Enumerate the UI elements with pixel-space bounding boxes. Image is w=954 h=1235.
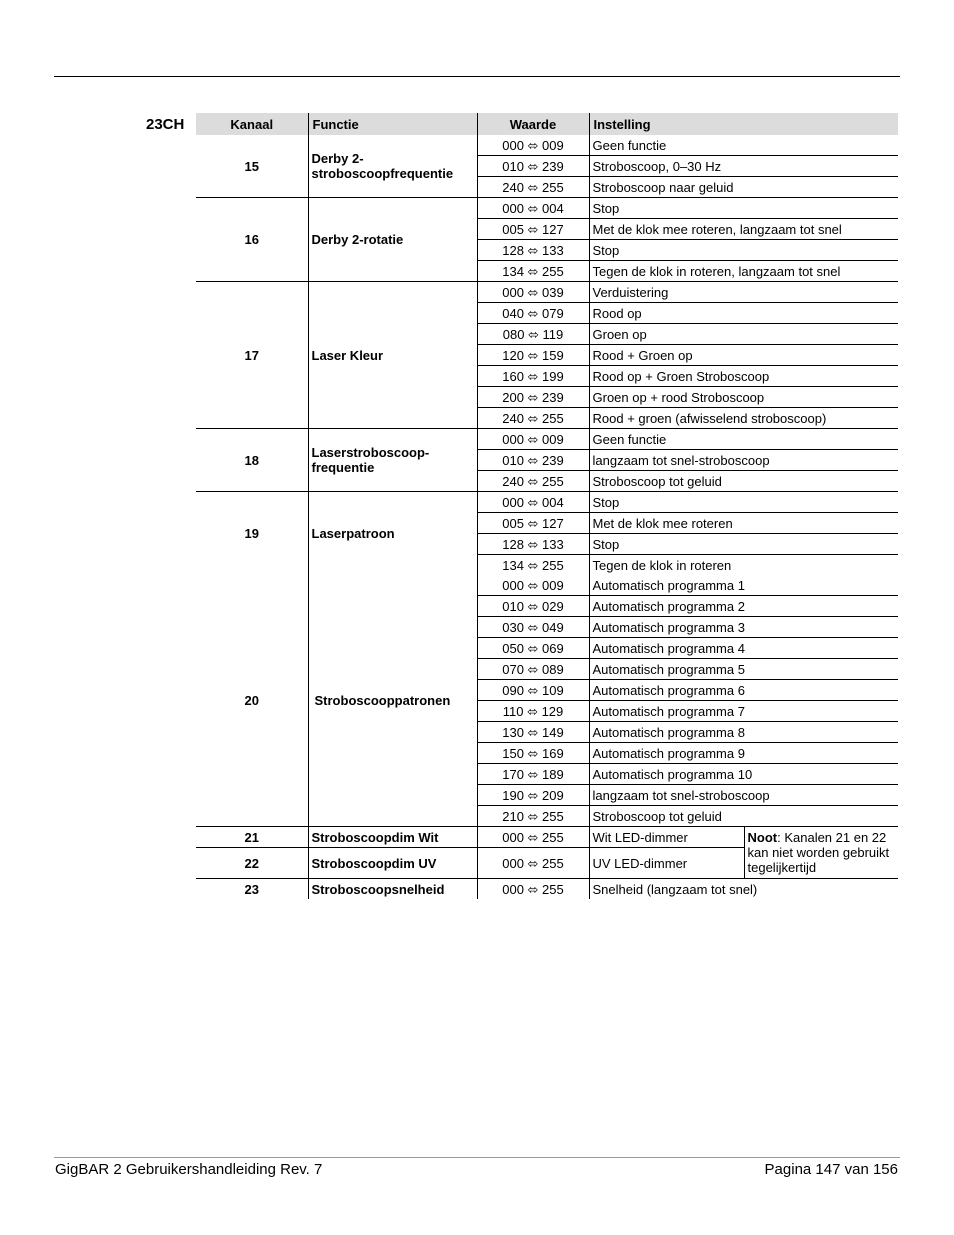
waarde-cell: 200 ⬄ 239 [477,387,589,408]
instelling-cell: Rood + groen (afwisselend stroboscoop) [589,408,898,429]
instelling-cell: Automatisch programma 10 [589,764,898,785]
waarde-cell: 000 ⬄ 004 [477,492,589,513]
instelling-cell: Groen op + rood Stroboscoop [589,387,898,408]
waarde-cell: 210 ⬄ 255 [477,806,589,827]
instelling-cell: Automatisch programma 9 [589,743,898,764]
kanaal-cell: 15 [196,135,308,198]
header-kanaal: Kanaal [196,113,308,135]
functie-cell: Stroboscoopsnelheid [308,879,477,900]
instelling-cell: Stroboscoop, 0–30 Hz [589,156,898,177]
instelling-cell: Stop [589,198,898,219]
instelling-cell: Stroboscoop tot geluid [589,806,898,827]
waarde-cell: 240 ⬄ 255 [477,471,589,492]
kanaal-cell: 21 [196,827,308,848]
instelling-cell: Snelheid (langzaam tot snel) [589,879,898,900]
waarde-cell: 010 ⬄ 239 [477,156,589,177]
functie-cell: Derby 2-stroboscoopfrequentie [308,135,477,198]
waarde-cell: 030 ⬄ 049 [477,617,589,638]
waarde-cell: 005 ⬄ 127 [477,219,589,240]
waarde-cell: 240 ⬄ 255 [477,177,589,198]
table-row [196,135,898,156]
waarde-cell: 134 ⬄ 255 [477,261,589,282]
waarde-cell: 000 ⬄ 255 [477,879,589,900]
section-label: 23CH [146,116,185,133]
waarde-cell: 005 ⬄ 127 [477,513,589,534]
waarde-cell: 110 ⬄ 129 [477,701,589,722]
instelling-cell: Stop [589,534,898,555]
waarde-cell: 160 ⬄ 199 [477,366,589,387]
waarde-cell: 090 ⬄ 109 [477,680,589,701]
header-waarde: Waarde [477,113,589,135]
table-row [196,282,898,303]
footer-document-title: GigBAR 2 Gebruikershandleiding Rev. 7 [55,1161,323,1178]
waarde-cell: 130 ⬄ 149 [477,722,589,743]
header-rule [54,76,900,77]
waarde-cell: 000 ⬄ 004 [477,198,589,219]
waarde-cell: 000 ⬄ 009 [477,135,589,156]
instelling-cell: Rood + Groen op [589,345,898,366]
instelling-cell: Stop [589,492,898,513]
waarde-cell: 010 ⬄ 239 [477,450,589,471]
table-row [196,827,898,848]
table-row [196,198,898,219]
waarde-cell: 000 ⬄ 039 [477,282,589,303]
table-row [196,575,898,596]
instelling-cell: UV LED-dimmer [589,848,744,879]
instelling-cell: Automatisch programma 5 [589,659,898,680]
waarde-cell: 080 ⬄ 119 [477,324,589,345]
instelling-cell: Stop [589,240,898,261]
table-header-row [196,113,898,135]
instelling-cell: Verduistering [589,282,898,303]
instelling-cell: langzaam tot snel-stroboscoop [589,450,898,471]
waarde-cell: 150 ⬄ 169 [477,743,589,764]
instelling-cell: Tegen de klok in roteren [589,555,898,576]
functie-cell: Laserpatroon [308,492,477,576]
waarde-cell: 070 ⬄ 089 [477,659,589,680]
waarde-cell: 000 ⬄ 255 [477,848,589,879]
instelling-cell: langzaam tot snel-stroboscoop [589,785,898,806]
kanaal-cell: 16 [196,198,308,282]
instelling-cell: Automatisch programma 8 [589,722,898,743]
instelling-cell: Rood op [589,303,898,324]
instelling-cell: Stroboscoop tot geluid [589,471,898,492]
instelling-cell: Automatisch programma 2 [589,596,898,617]
instelling-cell: Tegen de klok in roteren, langzaam tot snel [589,261,898,282]
waarde-cell: 000 ⬄ 009 [477,575,589,596]
functie-cell: Laser Kleur [308,282,477,429]
kanaal-cell: 17 [196,282,308,429]
functie-cell: Laserstroboscoop-frequentie [308,429,477,492]
instelling-cell: Geen functie [589,429,898,450]
note-text: : Kanalen 21 en 22 kan niet worden gebruikt tegelijkertijd [747,830,890,875]
kanaal-cell: 22 [196,848,308,879]
instelling-cell: Rood op + Groen Stroboscoop [589,366,898,387]
footer-page-number: Pagina 147 van 156 [764,1161,898,1178]
instelling-cell: Met de klok mee roteren, langzaam tot snel [589,219,898,240]
footer-rule [54,1157,900,1158]
waarde-cell: 128 ⬄ 133 [477,240,589,261]
waarde-cell: 134 ⬄ 255 [477,555,589,576]
instelling-cell: Automatisch programma 6 [589,680,898,701]
instelling-cell: Automatisch programma 7 [589,701,898,722]
table-row [196,429,898,450]
instelling-cell: Geen functie [589,135,898,156]
table-row [196,492,898,513]
waarde-cell: 010 ⬄ 029 [477,596,589,617]
header-instelling: Instelling [589,113,898,135]
waarde-cell: 040 ⬄ 079 [477,303,589,324]
waarde-cell: 128 ⬄ 133 [477,534,589,555]
dmx-channel-table [196,113,898,899]
kanaal-cell: 18 [196,429,308,492]
waarde-cell: 240 ⬄ 255 [477,408,589,429]
table-row [196,879,898,900]
note-cell [744,827,898,879]
instelling-cell: Groen op [589,324,898,345]
waarde-cell: 190 ⬄ 209 [477,785,589,806]
waarde-cell: 000 ⬄ 255 [477,827,589,848]
waarde-cell: 120 ⬄ 159 [477,345,589,366]
functie-cell: Derby 2-rotatie [308,198,477,282]
kanaal-cell: 23 [244,881,259,897]
instelling-cell: Automatisch programma 3 [589,617,898,638]
waarde-cell: 170 ⬄ 189 [477,764,589,785]
instelling-cell: Automatisch programma 4 [589,638,898,659]
header-functie: Functie [308,113,477,135]
instelling-cell: Wit LED-dimmer [589,827,744,848]
note-label: Noot [747,830,778,845]
kanaal-cell: 20 [196,575,308,827]
instelling-cell: Automatisch programma 1 [589,575,898,596]
kanaal-cell: 19 [244,526,259,541]
functie-cell: Stroboscoopdim UV [308,848,477,879]
functie-cell: Stroboscooppatronen [308,575,477,827]
waarde-cell: 000 ⬄ 009 [477,429,589,450]
instelling-cell: Met de klok mee roteren [589,513,898,534]
waarde-cell: 050 ⬄ 069 [477,638,589,659]
functie-cell: Stroboscoopdim Wit [308,827,477,848]
instelling-cell: Stroboscoop naar geluid [589,177,898,198]
